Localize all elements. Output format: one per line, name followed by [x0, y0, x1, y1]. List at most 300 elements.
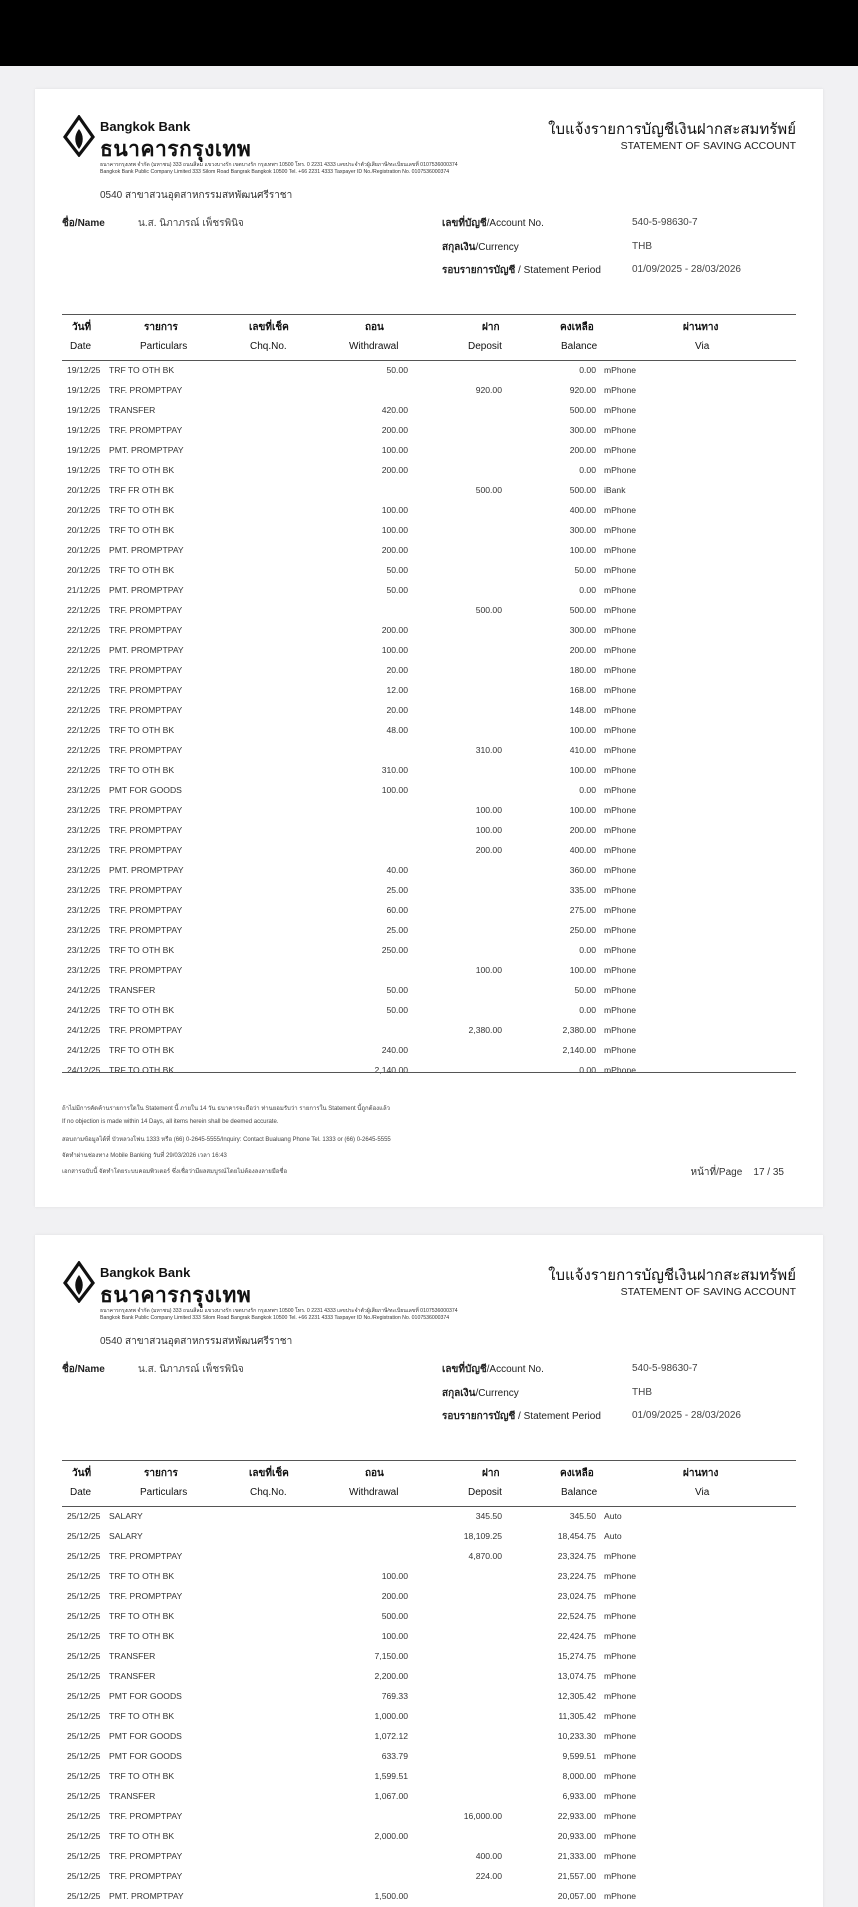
row-particulars: TRF. PROMPTPAY [109, 1811, 183, 1821]
row-balance: 0.00 [579, 945, 596, 955]
row-deposit: 345.50 [475, 1511, 502, 1521]
row-via: mPhone [604, 1811, 637, 1821]
row-date: 25/12/25 [67, 1731, 101, 1741]
table-row [62, 1786, 796, 1806]
row-balance: 400.00 [569, 845, 596, 855]
row-date: 25/12/25 [67, 1651, 101, 1661]
row-via: mPhone [604, 1731, 637, 1741]
row-date: 23/12/25 [67, 965, 101, 975]
row-balance: 11,305.42 [558, 1711, 596, 1721]
row-withdrawal: 100.00 [381, 1631, 408, 1641]
row-particulars: TRANSFER [109, 405, 156, 415]
bangkok-bank-lotus-logo-icon [62, 115, 96, 157]
row-via: mPhone [604, 1751, 637, 1761]
row-withdrawal: 200.00 [381, 465, 408, 475]
row-date: 23/12/25 [67, 825, 101, 835]
table-row [62, 1706, 796, 1726]
row-via: mPhone [604, 625, 637, 635]
row-withdrawal: 50.00 [386, 985, 408, 995]
row-withdrawal: 2,200.00 [374, 1671, 408, 1681]
row-via: mPhone [604, 885, 637, 895]
col-deposit-en: Deposit [468, 1487, 502, 1498]
row-withdrawal: 20.00 [386, 705, 408, 715]
row-particulars: TRF TO OTH BK [109, 365, 175, 375]
col-withdrawal-en: Withdrawal [349, 341, 399, 352]
row-via: mPhone [604, 1025, 637, 1035]
page-inner [62, 89, 796, 1207]
table-row [62, 440, 796, 460]
row-particulars: PMT. PROMPTPAY [109, 865, 184, 875]
table-row [62, 1766, 796, 1786]
row-balance: 410.00 [569, 745, 596, 755]
row-balance: 500.00 [569, 605, 596, 615]
row-particulars: TRF TO OTH BK [109, 1831, 175, 1841]
col-deposit-en: Deposit [468, 341, 502, 352]
row-balance: 920.00 [569, 385, 596, 395]
row-withdrawal: 200.00 [381, 425, 408, 435]
col-chq-en: Chq.No. [250, 1487, 287, 1498]
col-via-en: Via [695, 341, 710, 352]
row-via: mPhone [604, 565, 637, 575]
col-date-en: Date [70, 1487, 92, 1498]
row-date: 23/12/25 [67, 905, 101, 915]
row-balance: 200.00 [569, 445, 596, 455]
bank-name-th: ธนาคารกรุงเทพ [100, 138, 252, 161]
row-particulars: TRF TO OTH BK [109, 725, 175, 735]
row-particulars: TRF. PROMPTPAY [109, 385, 183, 395]
page-number: หน้าที่/Page 17 / 35 [690, 1167, 784, 1178]
row-withdrawal: 1,072.12 [374, 1731, 408, 1741]
row-balance: 10,233.30 [557, 1731, 596, 1741]
table-row [62, 660, 796, 680]
row-balance: 180.00 [569, 665, 596, 675]
table-row [62, 1566, 796, 1586]
row-withdrawal: 2,000.00 [374, 1831, 408, 1841]
table-row [62, 880, 796, 900]
row-particulars: PMT. PROMPTPAY [109, 585, 184, 595]
col-deposit-th: ฝาก [482, 322, 500, 333]
footer-note-1: ถ้าไม่มีการคัดค้านรายการใดใน Statement นี้ ภายใน 14 วัน ธนาคารจะถือว่า ท่านยอมรับว่า รายการใน Statement นี้ถูกต้องแล้ว [62, 1106, 391, 1112]
row-date: 22/12/25 [67, 745, 101, 755]
table-row [62, 680, 796, 700]
row-date: 24/12/25 [67, 1025, 101, 1035]
currency-value: THB [632, 1387, 652, 1398]
row-via: mPhone [604, 1571, 637, 1581]
row-withdrawal: 310.00 [381, 765, 408, 775]
row-via: mPhone [604, 1791, 637, 1801]
row-balance: 250.00 [569, 925, 596, 935]
footer-note-4: จัดทำผ่านช่องทาง Mobile Banking วันที่ 29/03/2026 เวลา 16:43 [62, 1153, 227, 1159]
row-withdrawal: 100.00 [381, 785, 408, 795]
row-via: mPhone [604, 465, 637, 475]
table-row [62, 520, 796, 540]
row-withdrawal: 200.00 [381, 1591, 408, 1601]
col-withdrawal-th: ถอน [365, 1468, 384, 1479]
row-particulars: TRF. PROMPTPAY [109, 425, 183, 435]
row-particulars: TRF. PROMPTPAY [109, 745, 183, 755]
row-balance: 22,933.00 [557, 1811, 596, 1821]
col-via-en: Via [695, 1487, 710, 1498]
row-via: mPhone [604, 945, 637, 955]
row-via: mPhone [604, 805, 637, 815]
row-particulars: PMT. PROMPTPAY [109, 445, 184, 455]
row-particulars: SALARY [109, 1531, 143, 1541]
table-row [62, 780, 796, 800]
row-withdrawal: 25.00 [386, 925, 408, 935]
row-balance: 50.00 [574, 985, 596, 995]
row-particulars: TRF. PROMPTPAY [109, 925, 183, 935]
row-via: mPhone [604, 1711, 637, 1721]
row-via: mPhone [604, 825, 637, 835]
row-balance: 0.00 [579, 785, 596, 795]
table-row [62, 720, 796, 740]
row-withdrawal: 1,599.51 [374, 1771, 408, 1781]
row-date: 25/12/25 [67, 1891, 101, 1901]
row-via: mPhone [604, 1611, 637, 1621]
row-particulars: TRF. PROMPTPAY [109, 685, 183, 695]
row-date: 23/12/25 [67, 865, 101, 875]
row-withdrawal: 200.00 [381, 545, 408, 555]
row-via: Auto [604, 1511, 622, 1521]
row-date: 22/12/25 [67, 605, 101, 615]
row-date: 24/12/25 [67, 985, 101, 995]
row-particulars: TRF FR OTH BK [109, 485, 174, 495]
row-withdrawal: 60.00 [386, 905, 408, 915]
row-via: mPhone [604, 925, 637, 935]
table-row [62, 640, 796, 660]
row-withdrawal: 769.33 [381, 1691, 408, 1701]
col-particulars-th: รายการ [144, 1468, 178, 1479]
row-particulars: TRF TO OTH BK [109, 1571, 175, 1581]
table-row [62, 600, 796, 620]
row-date: 25/12/25 [67, 1531, 101, 1541]
table-row [62, 400, 796, 420]
row-via: mPhone [604, 865, 637, 875]
row-particulars: TRF TO OTH BK [109, 1611, 175, 1621]
row-date: 22/12/25 [67, 645, 101, 655]
row-via: mPhone [604, 665, 637, 675]
row-particulars: TRANSFER [109, 1651, 156, 1661]
account-no-value: 540-5-98630-7 [632, 217, 698, 228]
bangkok-bank-lotus-logo-icon [62, 1261, 96, 1303]
row-balance: 12,305.42 [557, 1691, 596, 1701]
row-withdrawal: 40.00 [386, 865, 408, 875]
row-date: 20/12/25 [67, 545, 101, 555]
row-particulars: TRF. PROMPTPAY [109, 965, 183, 975]
table-row [62, 460, 796, 480]
row-balance: 2,140.00 [562, 1045, 596, 1055]
table-row [62, 1686, 796, 1706]
row-date: 19/12/25 [67, 385, 101, 395]
row-balance: 100.00 [569, 765, 596, 775]
table-row [62, 480, 796, 500]
col-particulars-en: Particulars [140, 341, 188, 352]
table-row [62, 840, 796, 860]
table-row [62, 360, 796, 380]
table-row [62, 1886, 796, 1906]
bank-address-en: Bangkok Bank Public Company Limited 333 Silom Road Bangrak Bangkok 10500 Tel. +66 2231 4333 Taxpayer ID No./Registration No. 0107536000374 [100, 169, 450, 175]
table-row [62, 1846, 796, 1866]
table-row [62, 1506, 796, 1526]
table-row [62, 380, 796, 400]
table-row [62, 960, 796, 980]
row-withdrawal: 240.00 [381, 1045, 408, 1055]
statement-title-th: ใบแจ้งรายการบัญชีเงินฝากสะสมทรัพย์ [548, 121, 796, 138]
bank-name-en: Bangkok Bank [100, 119, 191, 134]
row-date: 25/12/25 [67, 1571, 101, 1581]
row-date: 24/12/25 [67, 1065, 101, 1075]
row-date: 19/12/25 [67, 365, 101, 375]
table-row [62, 940, 796, 960]
row-via: mPhone [604, 985, 637, 995]
footer-note-2: If no objection is made within 14 Days, all items herein shall be deemed accurate. [62, 1119, 279, 1125]
table-row [62, 560, 796, 580]
row-deposit: 18,109.25 [463, 1531, 502, 1541]
row-via: mPhone [604, 1771, 637, 1781]
row-date: 22/12/25 [67, 725, 101, 735]
table-row [62, 760, 796, 780]
row-via: mPhone [604, 365, 637, 375]
statement-title-en: STATEMENT OF SAVING ACCOUNT [620, 1286, 796, 1298]
row-deposit: 100.00 [475, 965, 502, 975]
account-holder-name: น.ส. นิภาภรณ์ เพ็ชรพินิจ [138, 218, 244, 229]
row-balance: 300.00 [569, 525, 596, 535]
row-withdrawal: 1,000.00 [374, 1711, 408, 1721]
row-particulars: TRANSFER [109, 1671, 156, 1681]
row-via: mPhone [604, 1591, 637, 1601]
row-particulars: TRF. PROMPTPAY [109, 1871, 183, 1881]
row-date: 20/12/25 [67, 505, 101, 515]
row-balance: 8,000.00 [562, 1771, 596, 1781]
table-row [62, 1546, 796, 1566]
table-row [62, 420, 796, 440]
col-balance-th: คงเหลือ [560, 1468, 594, 1479]
row-withdrawal: 7,150.00 [374, 1651, 408, 1661]
branch-name: 0540 สาขาสวนอุตสาหกรรมสหพัฒนศรีราชา [100, 1336, 293, 1347]
row-balance: 200.00 [569, 825, 596, 835]
table-row [62, 820, 796, 840]
row-particulars: PMT FOR GOODS [109, 1731, 182, 1741]
table-row [62, 1606, 796, 1626]
col-withdrawal-en: Withdrawal [349, 1487, 399, 1498]
row-particulars: TRF TO OTH BK [109, 525, 175, 535]
row-particulars: TRF. PROMPTPAY [109, 1551, 183, 1561]
row-via: mPhone [604, 705, 637, 715]
row-balance: 13,074.75 [557, 1671, 596, 1681]
row-balance: 100.00 [569, 545, 596, 555]
row-via: mPhone [604, 1891, 637, 1901]
table-row [62, 1666, 796, 1686]
row-balance: 22,424.75 [557, 1631, 596, 1641]
row-balance: 300.00 [569, 625, 596, 635]
row-particulars: TRF TO OTH BK [109, 465, 175, 475]
row-withdrawal: 633.79 [381, 1751, 408, 1761]
table-row [62, 500, 796, 520]
row-date: 25/12/25 [67, 1791, 101, 1801]
table-row [62, 540, 796, 560]
table-row [62, 580, 796, 600]
row-date: 25/12/25 [67, 1751, 101, 1761]
row-deposit: 400.00 [475, 1851, 502, 1861]
row-balance: 9,599.51 [562, 1751, 596, 1761]
row-balance: 22,524.75 [557, 1611, 596, 1621]
footer-note-3: สอบถามข้อมูลได้ที่ บัวหลวงโฟน 1333 หรือ (66) 0-2645-5555/Inquiry: Contact Bualuang Phone Tel. 1333 or (66) 0-2645-5555 [62, 1137, 391, 1143]
row-withdrawal: 100.00 [381, 505, 408, 515]
currency-label: สกุลเงิน/Currency [442, 242, 519, 253]
row-particulars: TRF. PROMPTPAY [109, 705, 183, 715]
row-via: mPhone [604, 1651, 637, 1661]
row-particulars: PMT FOR GOODS [109, 1751, 182, 1761]
row-particulars: PMT. PROMPTPAY [109, 645, 184, 655]
col-particulars-th: รายการ [144, 322, 178, 333]
row-particulars: TRF TO OTH BK [109, 1771, 175, 1781]
row-particulars: TRF. PROMPTPAY [109, 625, 183, 635]
row-date: 25/12/25 [67, 1771, 101, 1781]
row-deposit: 2,380.00 [468, 1025, 502, 1035]
row-particulars: TRF. PROMPTPAY [109, 1851, 183, 1861]
row-particulars: TRANSFER [109, 985, 156, 995]
table-row [62, 1646, 796, 1666]
row-particulars: TRF TO OTH BK [109, 1711, 175, 1721]
row-date: 19/12/25 [67, 465, 101, 475]
row-date: 25/12/25 [67, 1871, 101, 1881]
statement-title-th: ใบแจ้งรายการบัญชีเงินฝากสะสมทรัพย์ [548, 1267, 796, 1284]
account-no-value: 540-5-98630-7 [632, 1363, 698, 1374]
table-row [62, 620, 796, 640]
row-balance: 15,274.75 [557, 1651, 596, 1661]
row-balance: 6,933.00 [562, 1791, 596, 1801]
row-deposit: 100.00 [475, 825, 502, 835]
top-status-bar [0, 0, 858, 66]
row-particulars: TRF TO OTH BK [109, 1631, 175, 1641]
row-via: mPhone [604, 1631, 637, 1641]
row-particulars: TRF. PROMPTPAY [109, 885, 183, 895]
statement-period-value: 01/09/2025 - 28/03/2026 [632, 1410, 741, 1421]
col-chq-th: เลขที่เช็ค [249, 1468, 289, 1479]
row-balance: 500.00 [569, 405, 596, 415]
row-balance: 23,024.75 [557, 1591, 596, 1601]
table-row [62, 1726, 796, 1746]
row-withdrawal: 12.00 [386, 685, 408, 695]
name-label: ชื่อ/Name [62, 218, 105, 229]
row-via: mPhone [604, 445, 637, 455]
bank-name-en: Bangkok Bank [100, 1265, 191, 1280]
row-date: 19/12/25 [67, 405, 101, 415]
bank-name-th: ธนาคารกรุงเทพ [100, 1284, 252, 1307]
row-via: mPhone [604, 1551, 637, 1561]
row-via: mPhone [604, 1691, 637, 1701]
row-deposit: 500.00 [475, 485, 502, 495]
row-particulars: TRF. PROMPTPAY [109, 845, 183, 855]
row-via: mPhone [604, 405, 637, 415]
row-via: mPhone [604, 745, 637, 755]
footer-note-5: เอกสารฉบับนี้ จัดทำโดยระบบคอมพิวเตอร์ ซึ่งเชื่อว่ามีผลสมบูรณ์โดยไม่ต้องลงลายมือชื่อ [62, 1169, 288, 1175]
row-date: 22/12/25 [67, 705, 101, 715]
row-via: mPhone [604, 965, 637, 975]
row-via: mPhone [604, 1045, 637, 1055]
col-particulars-en: Particulars [140, 1487, 188, 1498]
currency-value: THB [632, 241, 652, 252]
row-balance: 23,224.75 [557, 1571, 596, 1581]
row-date: 25/12/25 [67, 1711, 101, 1721]
table-row [62, 900, 796, 920]
statement-page-1 [35, 89, 823, 1207]
table-bottom-rule [62, 1072, 796, 1073]
row-withdrawal: 1,067.00 [374, 1791, 408, 1801]
row-balance: 335.00 [569, 885, 596, 895]
row-date: 23/12/25 [67, 785, 101, 795]
row-date: 25/12/25 [67, 1691, 101, 1701]
row-particulars: TRF. PROMPTPAY [109, 905, 183, 915]
table-row [62, 920, 796, 940]
row-date: 24/12/25 [67, 1045, 101, 1055]
statement-period-label: รอบรายการบัญชี / Statement Period [442, 265, 601, 276]
table-row [62, 1826, 796, 1846]
row-particulars: PMT FOR GOODS [109, 785, 182, 795]
row-date: 25/12/25 [67, 1831, 101, 1841]
row-particulars: TRF. PROMPTPAY [109, 605, 183, 615]
row-withdrawal: 250.00 [381, 945, 408, 955]
row-via: mPhone [604, 1671, 637, 1681]
statement-period-value: 01/09/2025 - 28/03/2026 [632, 264, 741, 275]
row-date: 25/12/25 [67, 1811, 101, 1821]
row-date: 25/12/25 [67, 1631, 101, 1641]
row-balance: 148.00 [569, 705, 596, 715]
row-via: mPhone [604, 545, 637, 555]
name-label: ชื่อ/Name [62, 1364, 105, 1375]
row-date: 25/12/25 [67, 1851, 101, 1861]
col-balance-en: Balance [561, 1487, 598, 1498]
row-date: 24/12/25 [67, 1005, 101, 1015]
row-deposit: 16,000.00 [463, 1811, 502, 1821]
row-withdrawal: 100.00 [381, 525, 408, 535]
row-date: 20/12/25 [67, 525, 101, 535]
bank-address-en: Bangkok Bank Public Company Limited 333 Silom Road Bangrak Bangkok 10500 Tel. +66 2231 4333 Taxpayer ID No./Registration No. 0107536000374 [100, 1315, 450, 1321]
row-via: mPhone [604, 1831, 637, 1841]
row-balance: 0.00 [579, 465, 596, 475]
row-via: mPhone [604, 1065, 637, 1075]
row-withdrawal: 420.00 [381, 405, 408, 415]
table-row [62, 1806, 796, 1826]
col-chq-th: เลขที่เช็ค [249, 322, 289, 333]
row-withdrawal: 100.00 [381, 645, 408, 655]
row-particulars: TRF. PROMPTPAY [109, 665, 183, 675]
row-date: 20/12/25 [67, 565, 101, 575]
row-via: mPhone [604, 905, 637, 915]
row-particulars: TRF TO OTH BK [109, 1065, 175, 1075]
row-date: 23/12/25 [67, 885, 101, 895]
row-balance: 0.00 [579, 1005, 596, 1015]
row-withdrawal: 48.00 [386, 725, 408, 735]
row-particulars: PMT. PROMPTPAY [109, 1891, 184, 1901]
row-date: 22/12/25 [67, 625, 101, 635]
col-deposit-th: ฝาก [482, 1468, 500, 1479]
row-particulars: TRF. PROMPTPAY [109, 1025, 183, 1035]
row-balance: 100.00 [569, 805, 596, 815]
table-row [62, 860, 796, 880]
row-via: mPhone [604, 685, 637, 695]
row-balance: 23,324.75 [557, 1551, 596, 1561]
account-no-label: เลขที่บัญชี/Account No. [442, 1364, 544, 1375]
row-withdrawal: 25.00 [386, 885, 408, 895]
row-balance: 300.00 [569, 425, 596, 435]
row-particulars: TRF TO OTH BK [109, 1045, 175, 1055]
row-balance: 20,057.00 [557, 1891, 596, 1901]
col-balance-en: Balance [561, 341, 598, 352]
row-withdrawal: 1,500.00 [374, 1891, 408, 1901]
row-balance: 18,454.75 [557, 1531, 596, 1541]
branch-name: 0540 สาขาสวนอุตสาหกรรมสหพัฒนศรีราชา [100, 190, 293, 201]
